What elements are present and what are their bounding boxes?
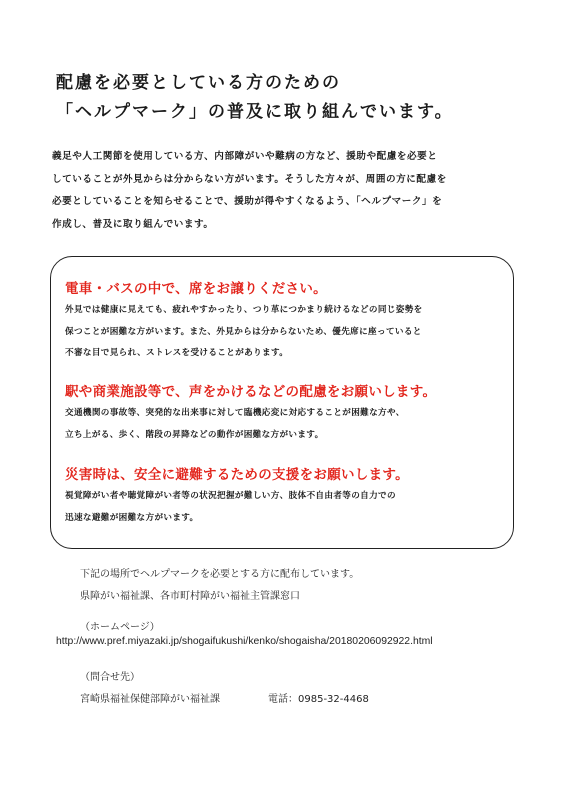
intro-line: 作成し、普及に取り組んでいます。 [52,218,214,230]
section-line: 迅速な避難が困難な方がいます。 [65,512,199,523]
distribution-locations: 県障がい福祉課、各市町村障がい福祉主管課窓口 [80,591,300,602]
homepage-label: （ホームページ） [80,622,160,633]
contact-phone: 電話：0985-32-4468 [268,694,369,705]
section-heading: 駅や商業施設等で、声をかけるなどの配慮をお願いします。 [65,384,437,400]
intro-line: 必要としていることを知らせることで、援助が得やすくなるよう、「ヘルプマーク」を [52,196,443,207]
page-title-line-2: 「ヘルプマーク」の普及に取り組んでいます。 [56,102,454,122]
section-line: 視覚障がい者や聴覚障がい者等の状況把握が難しい方、肢体不自由者等の自力での [65,491,396,501]
section-body [65,486,505,529]
section-line: 保つことが困難な方がいます。また、外見からは分からないため、優先席に座っていると [65,326,422,337]
page-title-line-1: 配慮を必要としている方のための [56,73,341,93]
section-disasters [65,463,505,529]
contact-department: 宮崎県福祉保健部障がい福祉課 [80,694,220,705]
intro-line: していることが外見からは分からない方がいます。そうした方々が、周囲の方に配慮を [52,173,447,185]
contact-label: （問合せ先） [80,672,140,683]
request-box [50,256,514,549]
section-line: 不審な目で見られ、ストレスを受けることがあります。 [65,348,289,358]
section-body [65,300,505,365]
section-line: 立ち上がる、歩く、階段の昇降などの動作が困難な方がいます。 [65,429,324,440]
section-line: 交通機関の事故等、突発的な出来事に対して臨機応変に対応することが困難な方や、 [65,408,405,418]
section-line: 外見では健康に見えても、疲れやすかったり、つり革につかまり続けるなどの同じ姿勢を [65,305,423,315]
section-heading: 電車・バスの中で、席をお譲りください。 [65,281,327,297]
homepage-link[interactable]: http://www.pref.miyazaki.jp/shogaifukushi/kenko/shogaisha/20180206092922.html [56,636,433,647]
distribution-note: 下記の場所でヘルプマークを必要とする方に配布しています。 [80,569,360,580]
section-body [65,403,505,446]
intro-line: 義足や人工関節を使用している方、内部障がいや難病の方など、援助や配慮を必要と [52,151,438,162]
section-trains-buses [65,277,505,365]
section-stations-facilities [65,380,505,446]
intro-paragraph [52,146,522,236]
section-heading: 災害時は、安全に避難するための支援をお願いします。 [65,467,409,483]
